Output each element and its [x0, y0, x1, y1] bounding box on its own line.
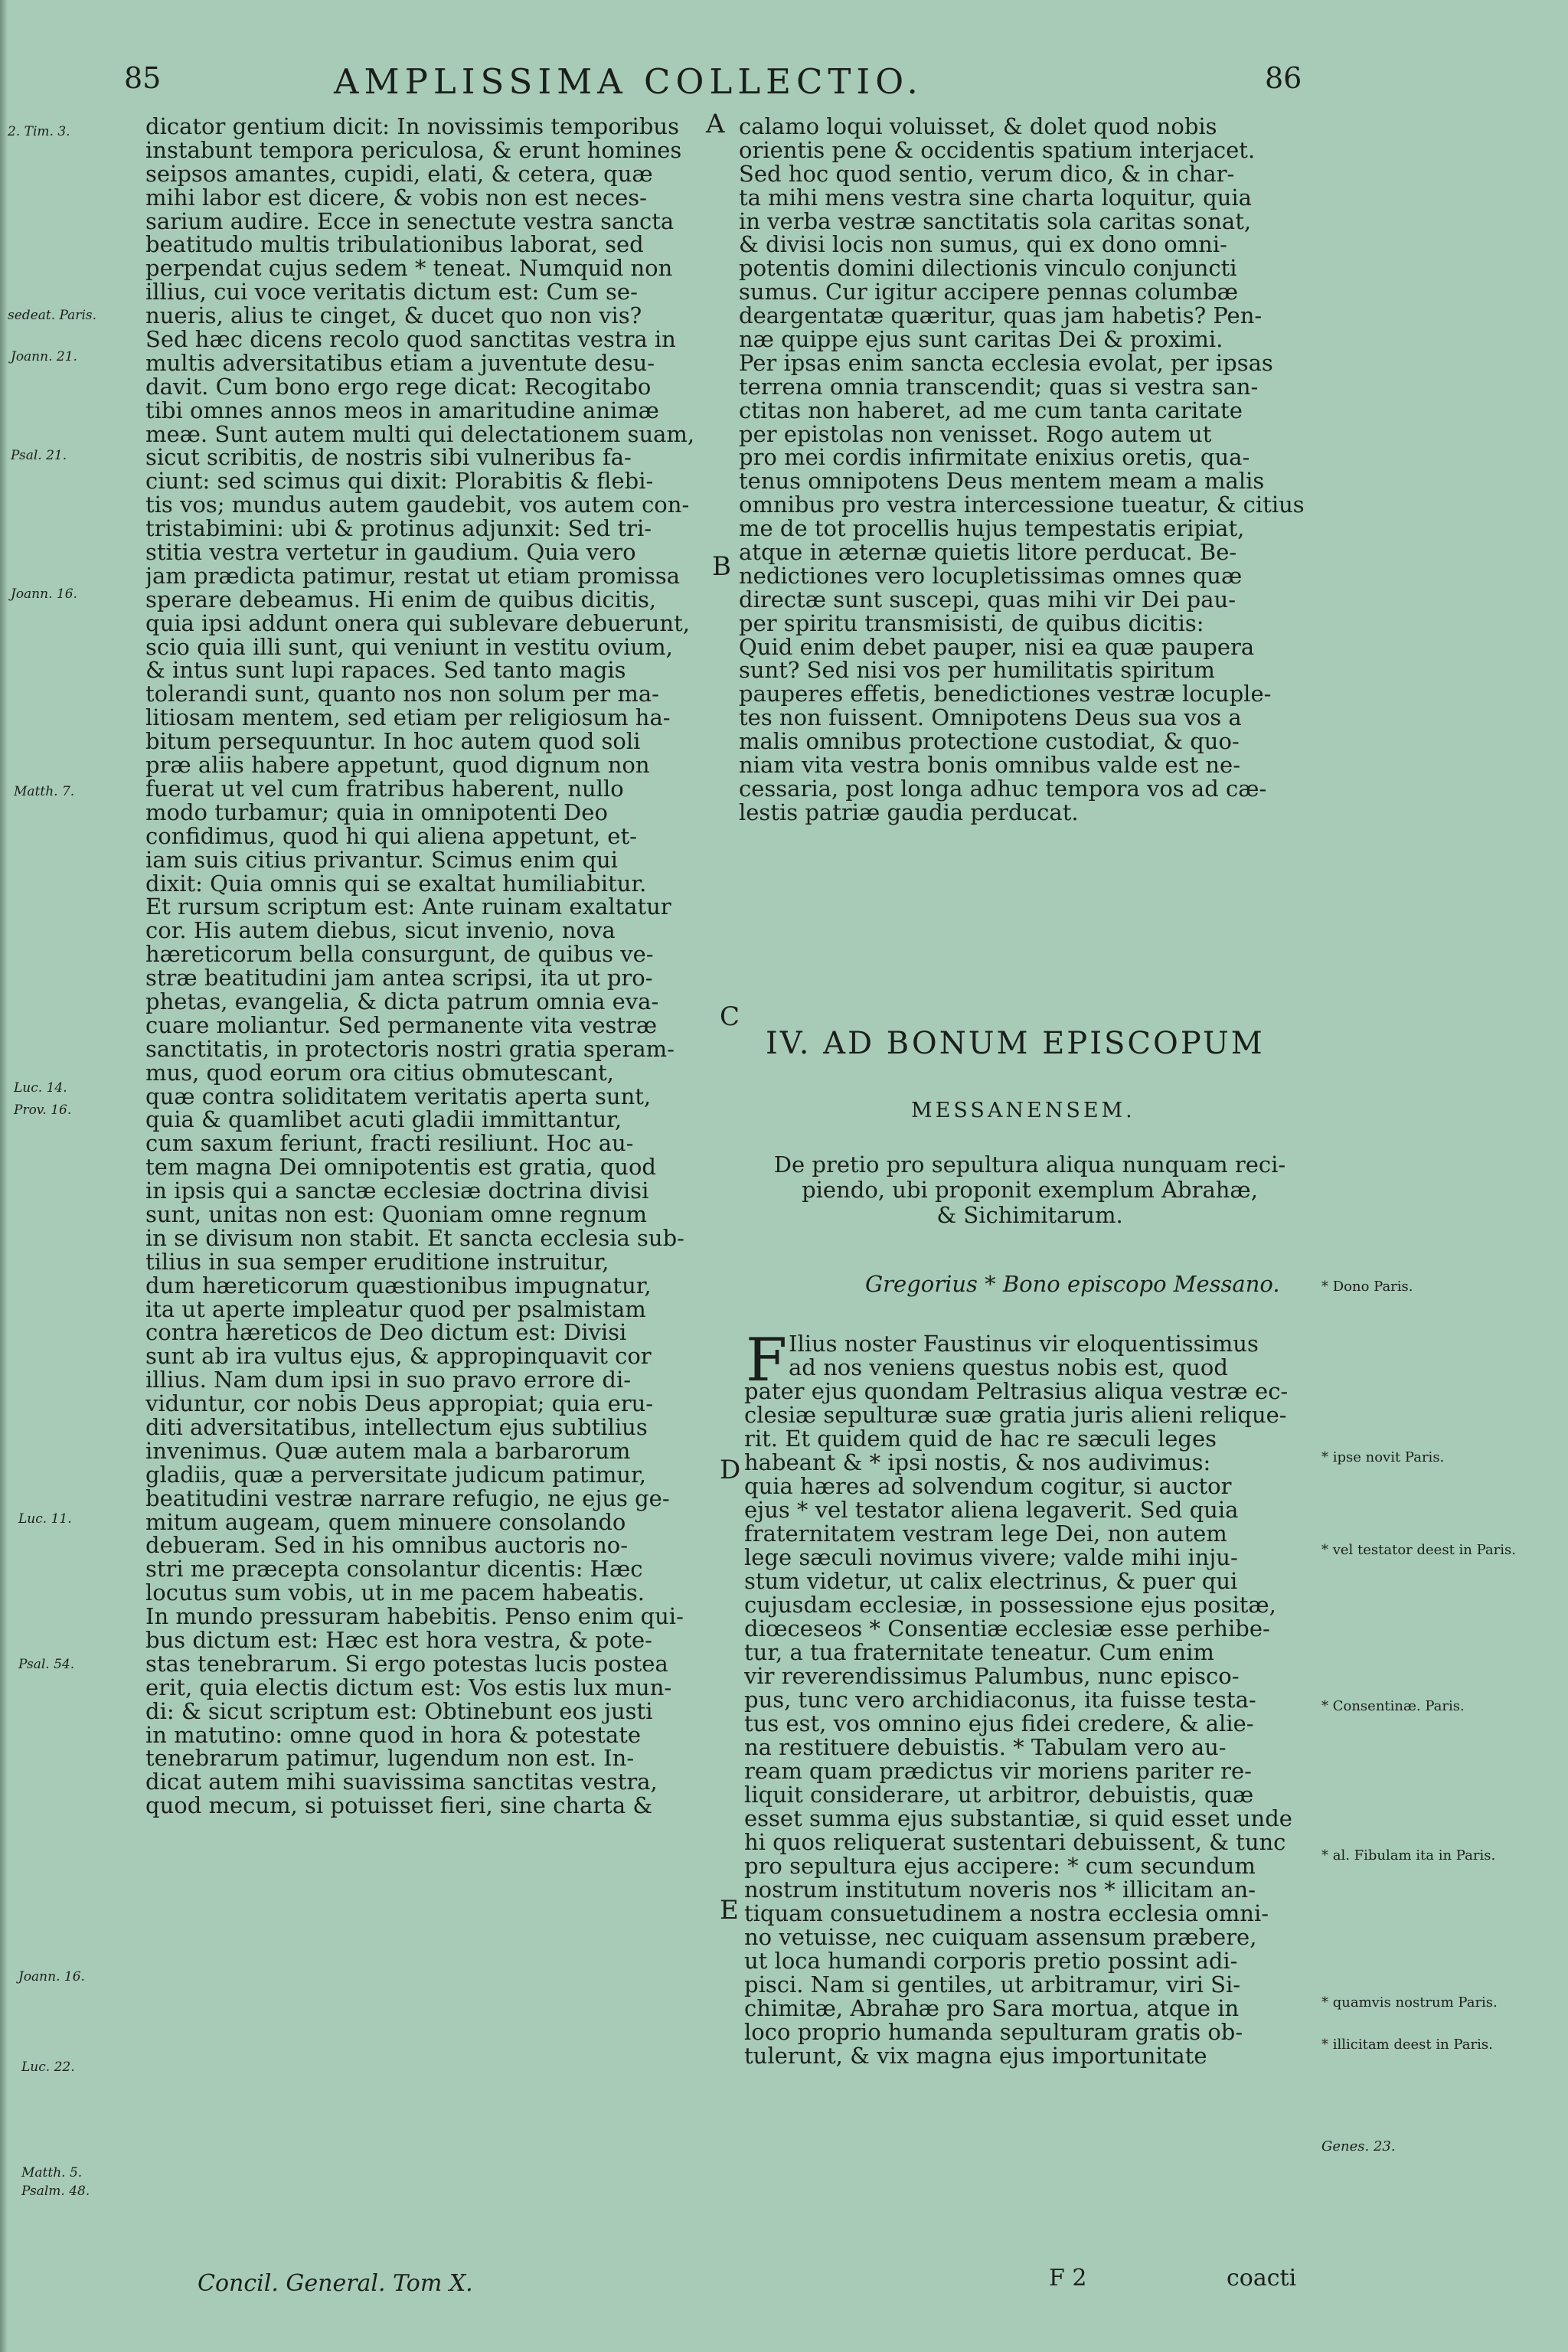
text-line: stum videtur, ut calix electrinus, & puer qui	[744, 1568, 1238, 1594]
text-line: tenus omnipotens Deus mentem meam a malis	[739, 468, 1265, 495]
page-number-right: 86	[1265, 61, 1302, 95]
text-line: directæ sunt suscepi, quas mihi vir Dei pau-	[739, 586, 1236, 612]
text-line: bitum persequuntur. In hoc autem quod soli	[145, 728, 641, 755]
text-line: clesiæ sepulturæ suæ gratia juris alieni relique-	[744, 1402, 1287, 1428]
text-line: phetas, evangelia, & dicta patrum omnia eva-	[145, 988, 659, 1014]
text-line: ta mihi mens vestra sine charta loquitur, quia	[739, 184, 1252, 211]
text-line	[739, 872, 1321, 896]
text-line: pus, tunc vero archidiaconus, ita fuisse testa-	[744, 1687, 1256, 1713]
page-edge	[0, 0, 8, 2352]
text-line: debueram. Sed in his omnibus auctoris no-	[145, 1532, 628, 1559]
section-title: IV. AD BONUM EPISCOPUM	[766, 1026, 1265, 1061]
footer-note: Concil. General. Tom X.	[198, 2270, 473, 2297]
summary-line: De pretio pro sepultura aliqua nunquam reci-	[773, 1152, 1286, 1178]
text-line: Per ipsas enim sancta ecclesia evolat, per ipsas	[739, 349, 1273, 376]
margin-reference: Psalm. 48.	[21, 2184, 90, 2199]
text-line: tiquam consuetudinem a nostra ecclesia omni-	[744, 1900, 1269, 1926]
text-line: Et rursum scriptum est: Ante ruinam exaltatur	[145, 893, 671, 920]
text-line: rit. Et quidem quid de hac re sæculi leges	[744, 1426, 1217, 1452]
text-line: quæ contra soliditatem veritatis aperta sunt,	[145, 1083, 652, 1109]
text-line: & intus sunt lupi rapaces. Sed tanto magis	[145, 657, 626, 684]
text-line: mihi labor est dicere, & vobis non est neces-	[145, 184, 647, 211]
text-line: deargentatæ quæritur, quas jam habetis? Pen-	[739, 302, 1263, 329]
text-line: sunt ab ira vultus ejus, & appropinquavit cor	[145, 1343, 652, 1370]
text-line: perpendat cujus sedem * teneat. Numquid non	[145, 255, 673, 282]
margin-reference: Luc. 11.	[18, 1511, 72, 1527]
text-line: In mundo pressuram habebitis. Penso enim qui-	[145, 1603, 684, 1630]
text-line	[744, 2187, 1311, 2210]
text-line	[145, 2149, 727, 2173]
margin-reference: Psal. 54.	[18, 1657, 75, 1672]
text-line: chimitæ, Abrahæ pro Sara mortua, atque in	[744, 1995, 1240, 2021]
text-line: Sed hæc dicens recolo quod sanctitas vestra in	[145, 326, 676, 353]
text-line: atque in æternæ quietis litore perducat. Be-	[739, 539, 1237, 566]
text-line	[739, 942, 1321, 966]
text-line: niam vita vestra bonis omnibus valde est ne-	[739, 752, 1241, 779]
text-line: mus, quod eorum ora citius obmutescant,	[145, 1059, 614, 1086]
text-line: ut loca humandi corporis pretio possint adi-	[744, 1948, 1238, 1974]
page-number-left: 85	[124, 61, 162, 95]
text-line: illius. Nam dum ipsi in suo pravo errore di-	[145, 1367, 632, 1393]
text-line	[744, 2115, 1311, 2139]
catchword: coacti	[1227, 2265, 1297, 2292]
margin-note: * ipse novit Paris.	[1321, 1449, 1445, 1465]
text-line: dum hæreticorum quæstionibus impugnatur,	[145, 1272, 652, 1298]
text-line	[744, 2139, 1311, 2163]
text-line: no vetuisse, nec cuiquam assensum præbere,	[744, 1924, 1257, 1950]
text-line: tur, a tua fraternitate teneatur. Cum enim	[744, 1639, 1214, 1665]
text-line: malis omnibus protectione custodiat, & quo-	[739, 728, 1240, 755]
text-line: potentis domini dilectionis vinculo conjuncti	[739, 255, 1237, 282]
text-line: me de tot procellis hujus tempestatis eripiat,	[739, 515, 1245, 542]
text-line: Ilius noster Faustinus vir eloquentissimus	[789, 1332, 1259, 1357]
text-line	[744, 2068, 1311, 2092]
text-line: erit, quia electis dictum est: Vos estis lux mun-	[145, 1674, 672, 1700]
text-line: lege sæculi novimus vivere; valde mihi inju-	[744, 1544, 1238, 1570]
text-line: næ quippe ejus sunt caritas Dei & proximi.	[739, 326, 1223, 353]
running-header	[0, 61, 1568, 107]
text-line: beatitudo multis tribulationibus laborat, sed	[145, 231, 644, 258]
text-line: beatitudini vestræ narrare refugio, ne ejus ge-	[145, 1485, 670, 1511]
text-line: tis vos; mundus autem gaudebit, vos autem con-	[145, 492, 690, 518]
text-line: confidimus, quod hi qui aliena appetunt, et-	[145, 822, 637, 849]
margin-reference: Luc. 14.	[14, 1080, 67, 1096]
margin-reference: sedeat. Paris.	[8, 308, 97, 323]
letter-body	[744, 1326, 1311, 2282]
text-line	[145, 2078, 727, 2102]
text-line	[744, 2092, 1311, 2115]
text-line: quia ipsi addunt onera qui sublevare debuerunt,	[145, 609, 690, 636]
text-line: gladiis, quæ a perversitate judicum patimur,	[145, 1461, 646, 1488]
text-line: tolerandi sunt, quanto nos non solum per ma-	[145, 681, 659, 707]
text-line: orientis pene & occidentis spatium interjacet.	[739, 136, 1256, 163]
margin-note: * quamvis nostrum Paris.	[1321, 1994, 1498, 2011]
text-line	[744, 2163, 1311, 2187]
margin-reference: Matth. 7.	[14, 784, 75, 799]
text-line: loco proprio humanda sepulturam gratis ob-	[744, 2019, 1243, 2045]
margin-note: * vel testator deest in Paris.	[1321, 1542, 1516, 1558]
text-line: invenimus. Quæ autem mala a barbarorum	[145, 1437, 631, 1464]
text-line: tilius in sua semper eruditione instruitur,	[145, 1248, 609, 1275]
summary-line: & Sichimitarum.	[936, 1202, 1123, 1228]
text-line: mitum augeam, quem minuere consolando	[145, 1508, 626, 1535]
text-line: sarium audire. Ecce in senectute vestra sancta	[145, 207, 675, 234]
margin-reference: Genes. 23.	[1321, 2138, 1396, 2154]
text-line: cuare moliantur. Sed permanente vita vestræ	[145, 1011, 658, 1038]
text-line: bus dictum est: Hæc est hora vestra, & pote-	[145, 1627, 652, 1653]
text-line	[744, 2234, 1311, 2258]
text-line: ejus * vel testator aliena legaverit. Sed quia	[744, 1497, 1239, 1523]
text-line: sunt, unitas non est: Quoniam omne regnum	[145, 1200, 648, 1227]
text-line: vir reverendissimus Palumbus, nunc episco-	[744, 1663, 1240, 1689]
text-line: terrena omnia transcendit; quas si vestra san-	[739, 373, 1259, 400]
text-line: per epistolas non venisset. Rogo autem ut	[739, 420, 1212, 447]
text-line: in verba vestræ sanctitatis sola caritas sonat,	[739, 207, 1252, 234]
text-line: hi quos reliquerat sustentari debuissent, & tunc	[744, 1829, 1286, 1855]
text-line	[145, 1913, 727, 1936]
text-line: sanctitatis, in protectoris nostri gratia speram-	[145, 1035, 675, 1062]
text-line: ctitas non haberet, ad me cum tanta caritate	[739, 397, 1243, 423]
text-line	[145, 2220, 727, 2243]
text-line: nueris, alius te cinget, & ducet quo non vis?	[145, 302, 642, 329]
text-line: quod mecum, si potuisset fieri, sine charta &	[145, 1792, 653, 1819]
text-line: tes non fuissent. Omnipotens Deus sua vos a	[739, 704, 1242, 731]
text-line: pro sepultura ejus accipere: * cum secundum	[744, 1853, 1256, 1879]
text-line: sumus. Cur igitur accipere pennas columbæ	[739, 279, 1238, 305]
text-line: dixit: Quia omnis qui se exaltat humiliabitur.	[145, 870, 647, 897]
running-title: AMPLISSIMA COLLECTIO.	[334, 61, 923, 102]
margin-note: * illicitam deest in Paris.	[1321, 2037, 1493, 2053]
text-line: davit. Cum bono ergo rege dicat: Recogitabo	[145, 373, 652, 400]
text-line	[739, 895, 1321, 919]
salutation: Gregorius * Bono episcopo Messano.	[865, 1271, 1280, 1297]
text-line: tem magna Dei omnipotentis est gratia, quod	[145, 1154, 656, 1181]
summary-line: piendo, ubi proponit exemplum Abrahæ,	[802, 1177, 1258, 1203]
text-line: modo turbamur; quia in omnipotenti Deo	[145, 799, 608, 825]
text-line	[739, 919, 1321, 942]
text-line: scio quia illi sunt, qui veniunt in vestitu ovium,	[145, 633, 673, 660]
text-line: diœceseos * Consentiæ ecclesiæ esse perhibe-	[744, 1615, 1270, 1642]
text-line: ad nos veniens questus nobis est, quod	[789, 1354, 1228, 1380]
text-line	[145, 2125, 727, 2149]
section-letter: E	[720, 1895, 739, 1926]
text-line: stas tenebrarum. Si ergo potestas lucis postea	[145, 1650, 668, 1677]
text-line	[145, 1936, 727, 1960]
text-line	[145, 2054, 727, 2078]
text-line: litiosam mentem, sed etiam per religiosum ha-	[145, 704, 671, 731]
text-line: Sed hoc quod sentio, verum dico, & in char-	[739, 160, 1235, 187]
text-line: seipsos amantes, cupidi, elati, & cetera, quæ	[145, 160, 653, 187]
text-line: diti adversitatibus, intellectum ejus subtilius	[145, 1413, 648, 1440]
text-line: iam suis citius privantur. Scimus enim qui	[145, 846, 618, 873]
text-line: cujusdam ecclesiæ, in possessione ejus positæ,	[744, 1592, 1276, 1618]
text-line: sperare debeamus. Hi enim de quibus dicitis,	[145, 586, 657, 612]
text-line: multis adversitatibus etiam a juventute desu-	[145, 349, 655, 376]
text-line: in matutino: omne quod in hora & potestate	[145, 1721, 642, 1748]
margin-reference: 2. Tim. 3.	[8, 124, 70, 139]
text-line	[744, 2258, 1311, 2282]
text-line: & divisi locis non sumus, qui ex dono omni-	[739, 231, 1227, 258]
margin-reference: Joann. 21.	[11, 349, 77, 364]
text-line: tenebrarum patimur, lugendum non est. In-	[145, 1745, 635, 1772]
right-column-upper	[739, 115, 1321, 1061]
text-line: tus est, vos omnino ejus fidei credere, & alie-	[744, 1710, 1254, 1736]
text-line: sicut scribitis, de nostris sibi vulneribus fa-	[145, 444, 632, 471]
text-line: pauperes effetis, benedictiones vestræ locuple-	[739, 681, 1272, 707]
text-line: locutus sum vobis, ut in me pacem habeatis.	[145, 1579, 645, 1606]
left-column	[145, 115, 727, 2243]
text-line	[145, 1983, 727, 2007]
text-line: quia hæres ad solvendum cogitur, si auctor	[744, 1473, 1232, 1499]
text-line	[145, 2172, 727, 2196]
text-line: meæ. Sunt autem multi qui delectationem suam,	[145, 420, 695, 447]
signature-mark: F 2	[1049, 2265, 1087, 2292]
text-line: in ipsis qui a sanctæ ecclesiæ doctrina divisi	[145, 1178, 649, 1204]
text-line: habeant & * ipsi nostis, & nos audivimus:	[744, 1449, 1211, 1475]
text-line: Quid enim debet pauper, nisi ea quæ paupera	[739, 633, 1255, 660]
text-line: præ aliis habere appetunt, quod dignum non	[145, 752, 650, 779]
text-line	[145, 1889, 727, 1913]
text-line: esset summa ejus substantiæ, si quid esset unde	[744, 1805, 1292, 1831]
text-line	[145, 2196, 727, 2220]
margin-reference: Joann. 16.	[18, 1969, 85, 1984]
text-line: pater ejus quondam Peltrasius aliqua vestræ ec-	[744, 1378, 1289, 1404]
text-line	[145, 2007, 727, 2030]
text-line: per spiritu transmisisti, de quibus dicitis:	[739, 609, 1204, 636]
margin-note: * Dono Paris.	[1321, 1279, 1413, 1295]
text-line: quia & quamlibet acuti gladii immittantur,	[145, 1106, 622, 1133]
text-line	[145, 1841, 727, 1865]
text-line	[145, 1959, 727, 1983]
text-line: in se divisum non stabit. Et sancta ecclesia sub-	[145, 1224, 684, 1251]
text-line: sunt? Sed nisi vos per humilitatis spiritum	[739, 657, 1215, 684]
margin-reference: Prov. 16.	[14, 1102, 72, 1118]
margin-note: * al. Fibulam ita in Paris.	[1321, 1847, 1496, 1864]
text-line	[744, 2210, 1311, 2234]
text-line: cum saxum feriunt, fracti resiliunt. Hoc au-	[145, 1130, 634, 1157]
text-line	[145, 1818, 727, 1841]
section-letter: D	[720, 1455, 741, 1485]
text-line	[739, 990, 1321, 1014]
text-line: lestis patriæ gaudia perducat.	[739, 799, 1079, 825]
drop-cap: F	[746, 1326, 788, 1395]
text-line: tulerunt, & vix magna ejus importunitate	[744, 2043, 1207, 2069]
text-line: ita ut aperte impleatur quod per psalmistam	[145, 1295, 646, 1322]
text-line	[739, 825, 1321, 848]
text-line: nedictiones vero locupletissimas omnes quæ	[739, 562, 1243, 589]
text-line: contra hæreticos de Deo dictum est: Divisi	[145, 1319, 627, 1346]
text-line: tibi omnes annos meos in amaritudine animæ	[145, 397, 659, 423]
text-line	[145, 1865, 727, 1889]
text-line: instabunt tempora periculosa, & erunt homines	[145, 136, 682, 163]
text-line	[145, 2030, 727, 2054]
text-line	[739, 966, 1321, 990]
text-line: fraternitatem vestram lege Dei, non autem	[744, 1521, 1227, 1547]
text-line: cor. His autem diebus, sicut invenio, nova	[145, 917, 616, 944]
margin-reference: Joann. 16.	[11, 586, 77, 602]
margin-reference: Psal. 21.	[11, 448, 67, 463]
text-line: tristabimini: ubi & protinus adjunxit: Sed tri-	[145, 515, 652, 542]
text-line: stræ beatitudini jam antea scripsi, ita ut pro-	[145, 965, 653, 991]
text-line: pro mei cordis infirmitate enixius oretis, qua-	[739, 444, 1250, 471]
text-line: cessaria, post longa adhuc tempora vos ad cæ-	[739, 775, 1267, 802]
text-line: nostrum institutum noveris nos * illicitam an-	[744, 1877, 1256, 1903]
text-line: hæreticorum bella consurgunt, de quibus ve-	[145, 941, 654, 968]
text-line: ciunt: sed scimus qui dixit: Plorabitis & flebi-	[145, 468, 654, 495]
text-line: stitia vestra vertetur in gaudium. Quia vero	[145, 539, 636, 566]
section-subtitle: MESSANENSEM.	[911, 1099, 1135, 1122]
text-line: omnibus pro vestra intercessione tueatur, & citius	[739, 492, 1305, 518]
text-line: na restituere debuistis. * Tabulam vero au-	[744, 1734, 1227, 1760]
text-line: calamo loqui voluisset, & dolet quod nobis	[739, 115, 1217, 139]
margin-reference: Luc. 22.	[21, 2060, 75, 2075]
text-line: illius, cui voce veritatis dictum est: Cum se-	[145, 279, 638, 305]
text-line	[739, 848, 1321, 872]
text-line: fuerat ut vel cum fratribus haberent, nullo	[145, 775, 624, 802]
section-letter: B	[712, 551, 731, 582]
text-line: di: & sicut scriptum est: Obtinebunt eos justi	[145, 1697, 653, 1724]
text-line: dicat autem mihi suavissima sanctitas vestra,	[145, 1769, 658, 1795]
section-summary	[739, 1152, 1321, 1228]
text-line	[145, 2102, 727, 2125]
margin-reference: Matth. 5.	[21, 2165, 83, 2180]
margin-note: * Consentinæ. Paris.	[1321, 1698, 1465, 1714]
text-line: pisci. Nam si gentiles, ut arbitramur, viri Si-	[744, 1971, 1241, 1998]
text-line: viduntur, cor nobis Deus appropiat; quia eru-	[145, 1390, 654, 1417]
section-letter: C	[720, 1001, 740, 1032]
text-line: stri me præcepta consolantur dicentis: Hæc	[145, 1556, 643, 1583]
text-line: jam prædicta patimur, restat ut etiam promissa	[145, 562, 681, 589]
text-line: dicator gentium dicit: In novissimis temporibus	[145, 115, 679, 139]
text-line: liquit considerare, ut arbitror, debuistis, quæ	[744, 1782, 1254, 1808]
section-letter: A	[706, 109, 725, 139]
text-line: ream quam prædictus vir moriens pariter re-	[744, 1758, 1252, 1784]
